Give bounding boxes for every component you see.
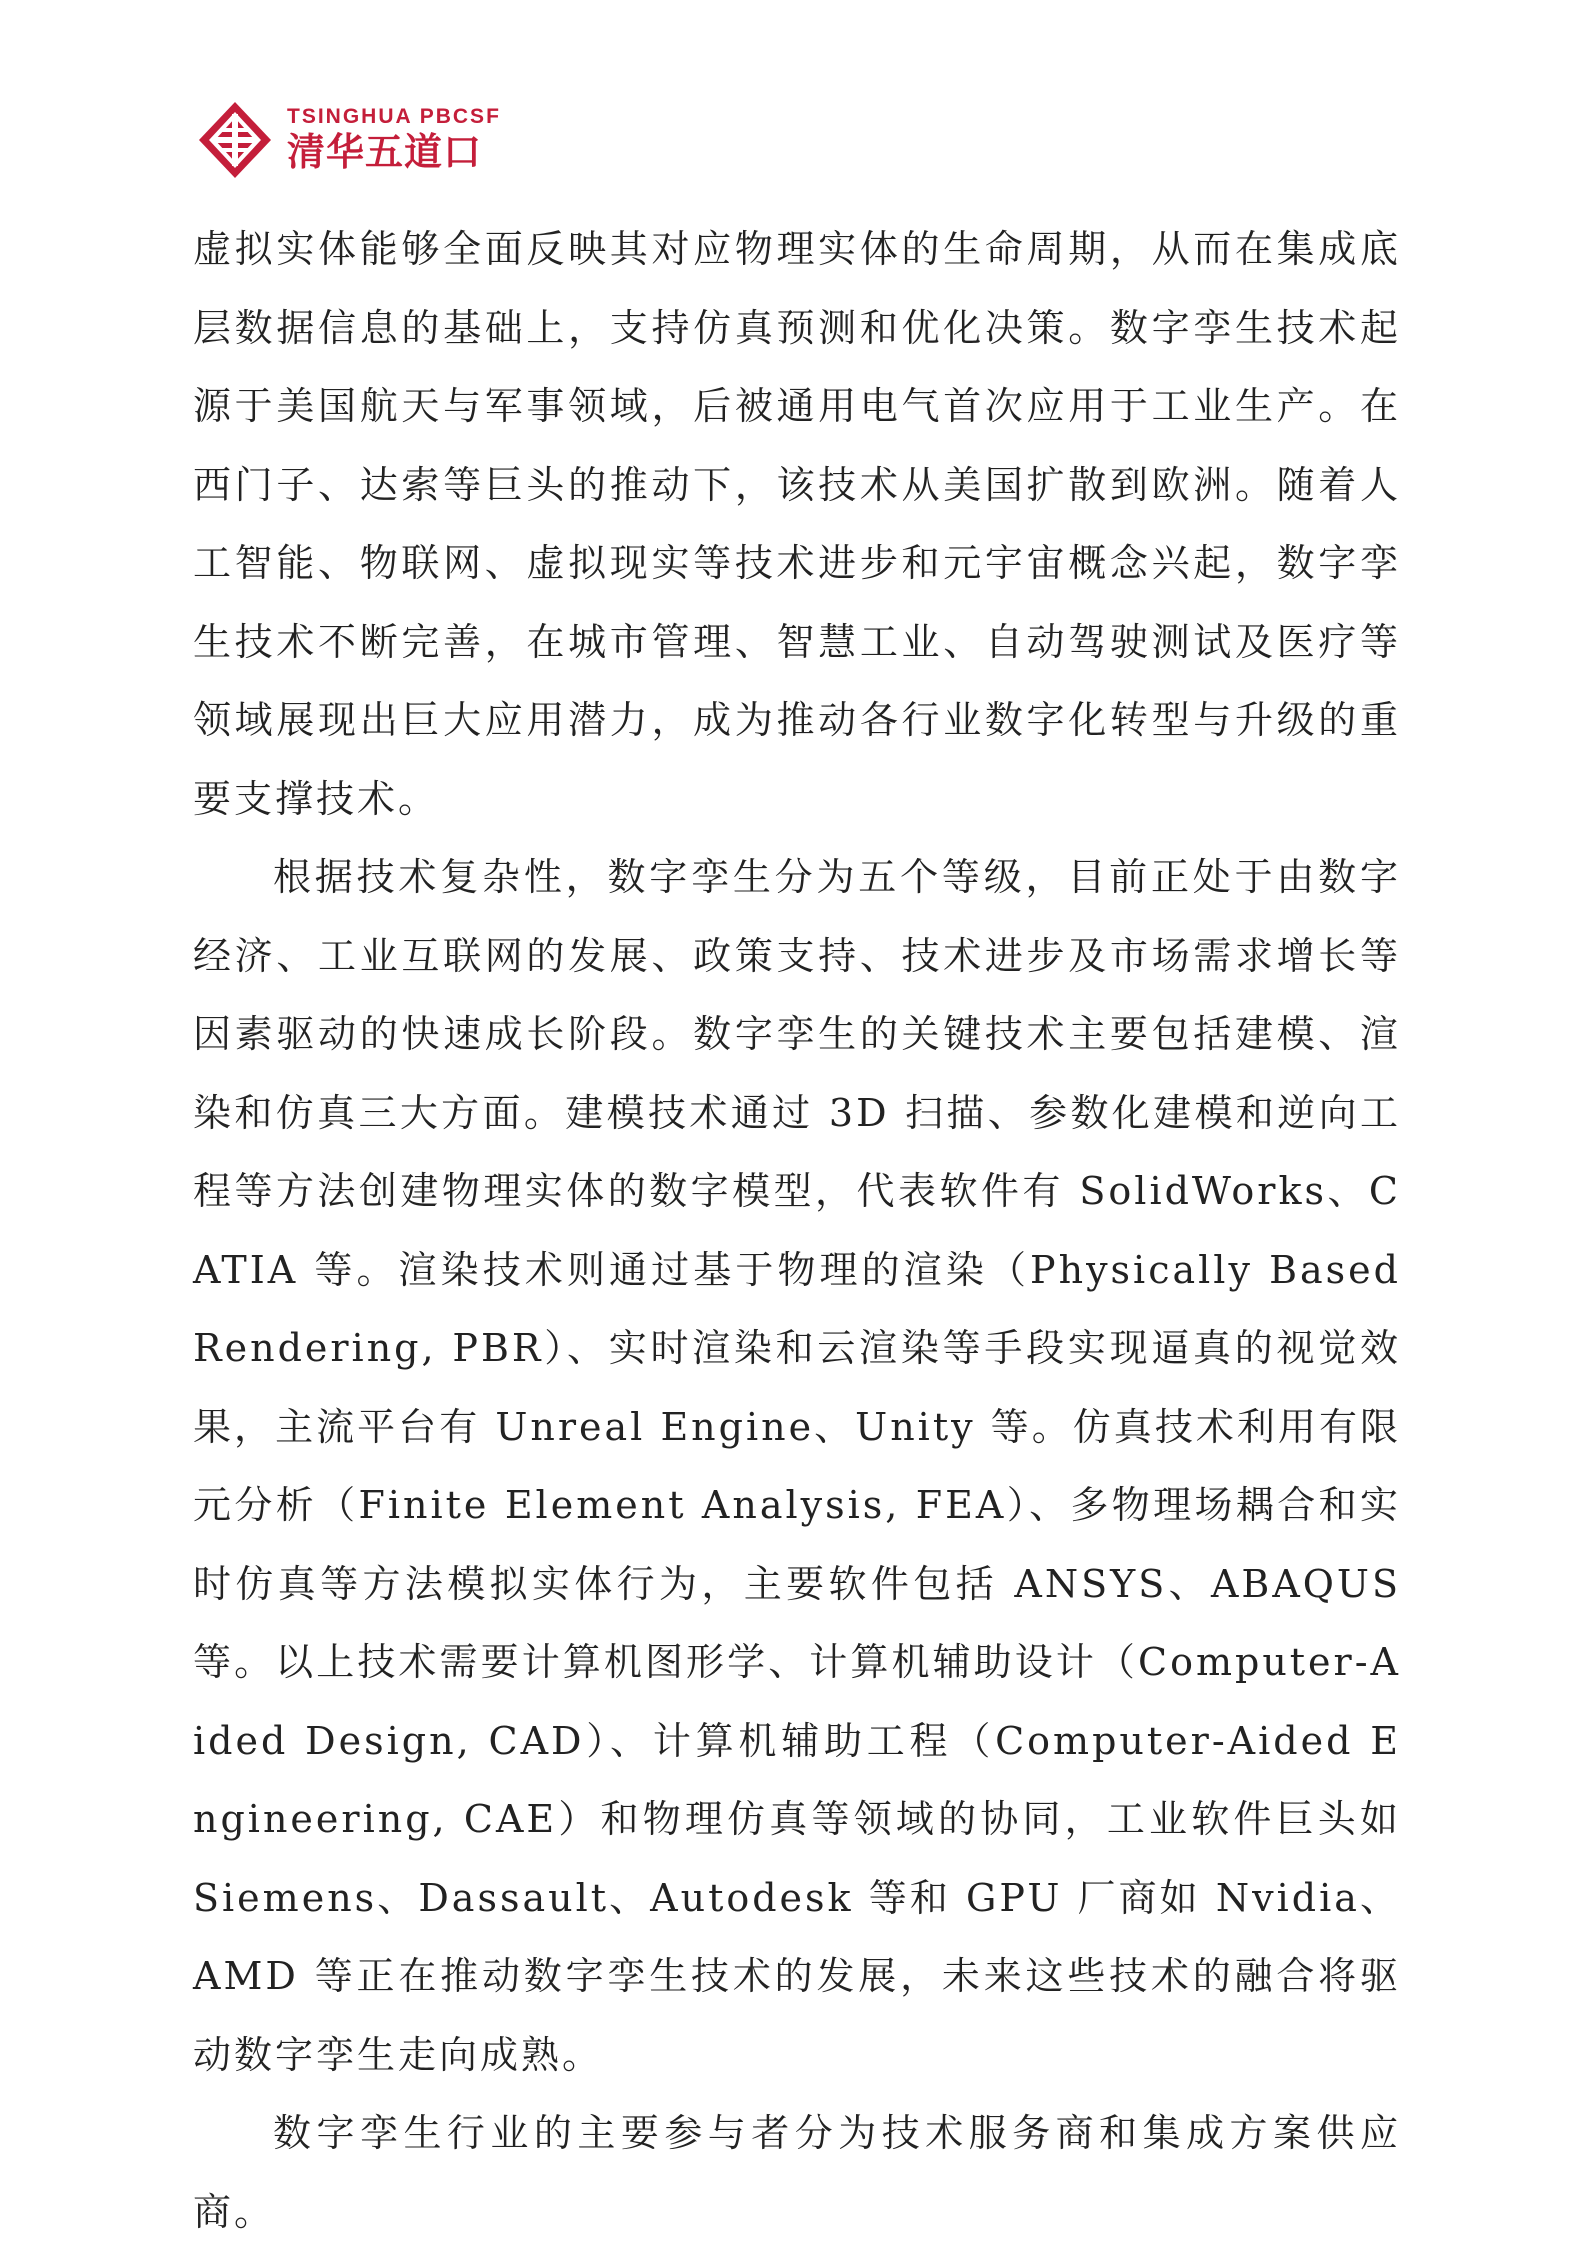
- logo-wordmark: [287, 105, 501, 175]
- logo-chinese-text: 清华五道口: [287, 130, 483, 174]
- paragraph-2: 根据技术复杂性，数字孪生分为五个等级，目前正处于由数字经济、工业互联网的发展、政策支持、技术进步及市场需求增长等因素驱动的快速成长阶段。数字孪生的关键技术主要包括建模、渲染和仿真三大方面。建模技术通过 3D 扫描、参数化建模和逆向工程等方法创建物理实体的数字模型，代表软件有 SolidWorks、CATIA 等。渲染技术则通过基于物理的渲染（Physically Based Rendering, PBR）、实时渲染和云渲染等手段实现逼真的视觉效果，主流平台有 Unreal Engine、Unity 等。仿真技术利用有限元分析（Finite Element Analysis, FEA）、多物理场耦合和实时仿真等方法模拟实体行为，主要软件包括 ANSYS、ABAQUS 等。以上技术需要计算机图形学、计算机辅助设计（Computer-Aided Design, CAD）、计算机辅助工程（Computer-Aided Engineering, CAE）和物理仿真等领域的协同，工业软件巨头如 Siemens、Dassault、Autodesk 等和 GPU 厂商如 Nvidia、AMD 等正在推动数字孪生技术的发展，未来这些技术的融合将驱动数字孪生走向成熟。: [193, 855, 1401, 2077]
- logo-english-text: TSINGHUA PBCSF: [287, 105, 501, 128]
- document-body: [193, 210, 1401, 2251]
- page-header: [197, 100, 501, 180]
- tsinghua-pbcsf-emblem-icon: [197, 100, 273, 180]
- paragraph-3: 数字孪生行业的主要参与者分为技术服务商和集成方案供应商。: [193, 2111, 1401, 2234]
- paragraph-1: 虚拟实体能够全面反映其对应物理实体的生命周期，从而在集成底层数据信息的基础上，支持仿真预测和优化决策。数字孪生技术起源于美国航天与军事领域，后被通用电气首次应用于工业生产。在西门子、达索等巨头的推动下，该技术从美国扩散到欧洲。随着人工智能、物联网、虚拟现实等技术进步和元宇宙概念兴起，数字孪生技术不断完善，在城市管理、智慧工业、自动驾驶测试及医疗等领域展现出巨大应用潜力，成为推动各行业数字化转型与升级的重要支撑技术。: [193, 227, 1401, 821]
